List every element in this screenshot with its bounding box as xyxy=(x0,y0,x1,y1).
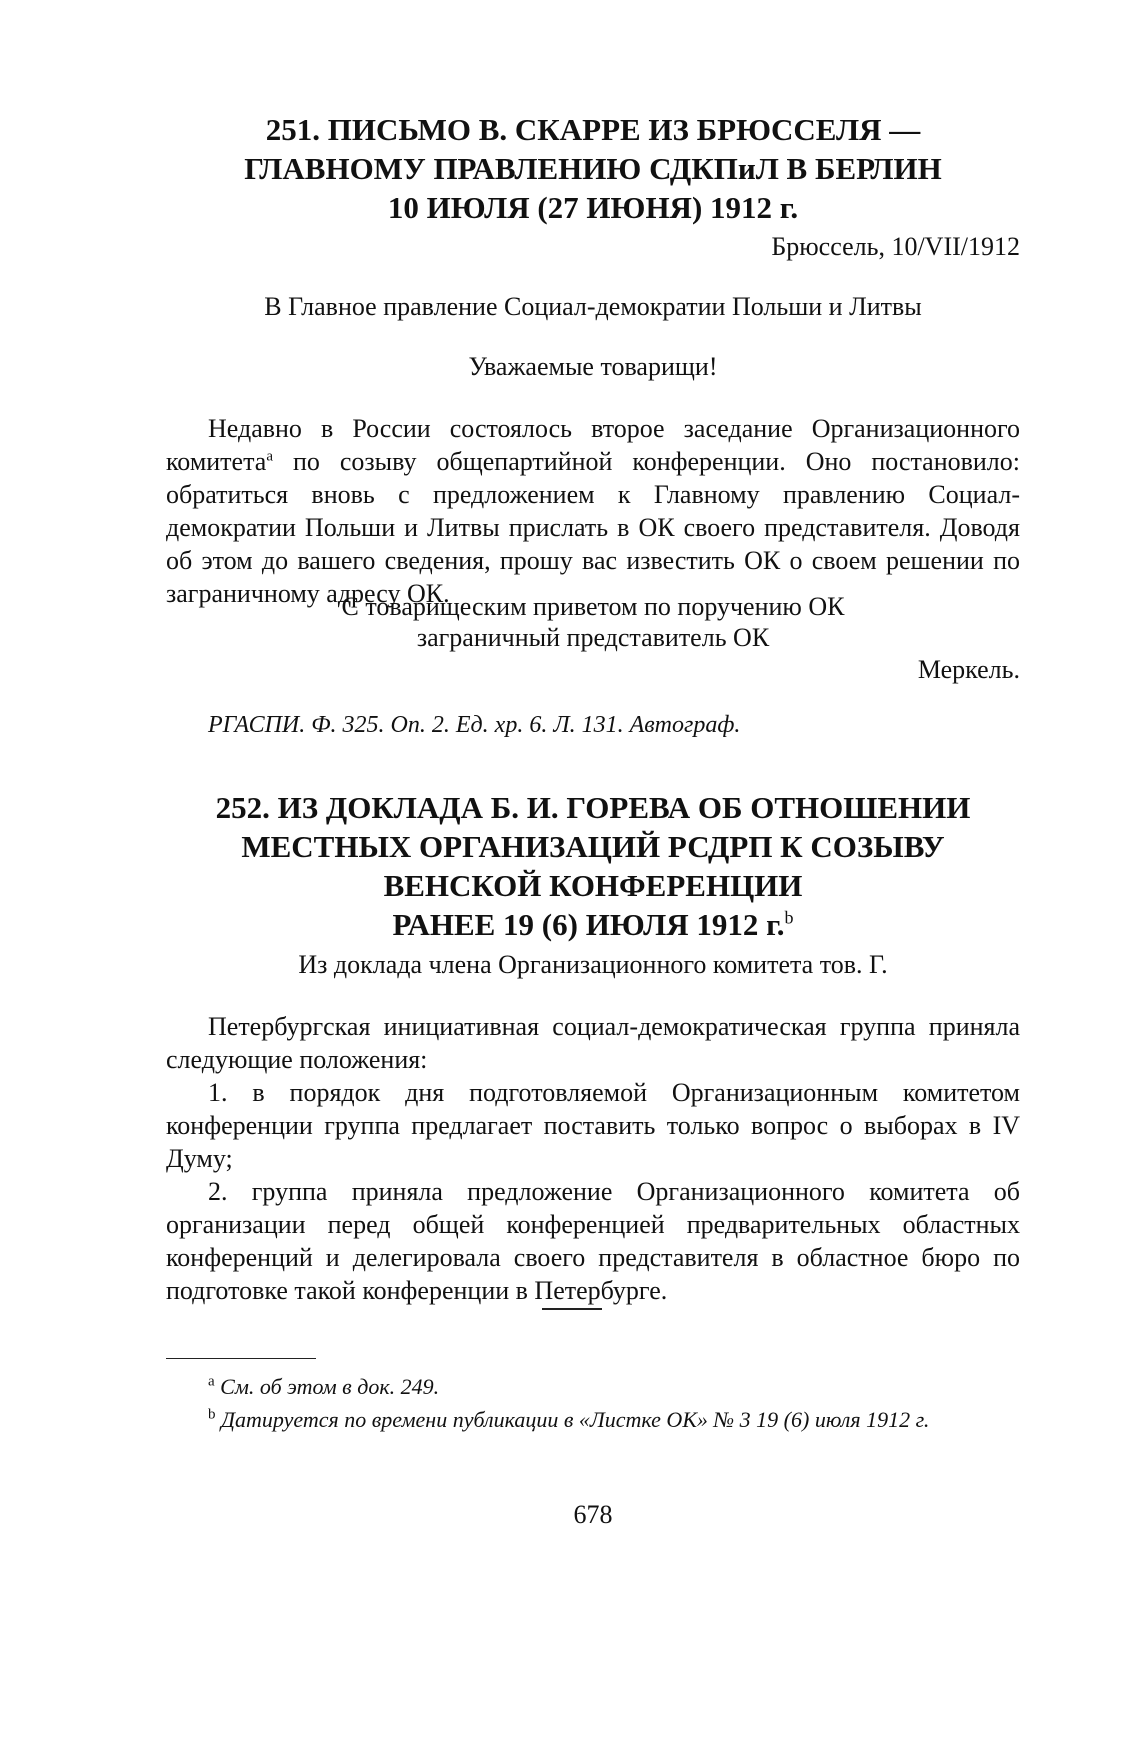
doc251-title xyxy=(166,110,1020,227)
doc251-title-line: 10 ИЮЛЯ (27 ИЮНЯ) 1912 г. xyxy=(387,190,799,225)
doc251-title-line: 251. ПИСЬМО В. СКАРРЕ ИЗ БРЮССЕЛЯ — xyxy=(265,112,921,147)
doc252-paragraph: 2. группа приняла предложение Организационного комитета об организации перед общей конференцией предварительных областных конференций и делегировала своего представителя в областное бюро по подготовке такой конференции в Петербурге. xyxy=(166,1177,1020,1305)
footnote-b xyxy=(166,1405,1020,1434)
doc252-title-line: 252. ИЗ ДОКЛАДА Б. И. ГОРЕВА ОБ ОТНОШЕНИИ xyxy=(215,790,971,825)
addressee: В Главное правление Социал-демократии Польши и Литвы xyxy=(264,292,922,321)
footnote-separator xyxy=(166,1358,316,1359)
footnote-a xyxy=(166,1372,1020,1401)
doc252-title-line: РАНЕЕ 19 (6) ИЮЛЯ 1912 г.$^b$ xyxy=(392,907,794,942)
footnote-mark: a xyxy=(208,1373,215,1390)
greeting: Уважаемые товарищи! xyxy=(468,352,718,381)
doc252-title-line: МЕСТНЫХ ОРГАНИЗАЦИЙ РСДРП К СОЗЫВУ xyxy=(241,829,945,864)
page-number: 678 xyxy=(573,1500,613,1529)
footnote-text: См. об этом в док. 249. xyxy=(220,1374,440,1399)
doc252-paragraph: Петербургская инициативная социал-демократическая группа приняла следующие положения: xyxy=(166,1012,1020,1074)
footnote-ref-b: b xyxy=(784,907,794,928)
archive-source: РГАСПИ. Ф. 325. Оп. 2. Ед. хр. 6. Л. 131. Автограф. xyxy=(208,712,741,738)
doc252-subtitle: Из доклада члена Организационного комитета тов. Г. xyxy=(298,950,888,979)
doc252-title-line: ВЕНСКОЙ КОНФЕРЕНЦИИ xyxy=(383,868,803,903)
footnote-ref-a: a xyxy=(266,448,273,465)
doc251-title-line: ГЛАВНОМУ ПРАВЛЕНИЮ СДКПиЛ В БЕРЛИН xyxy=(244,151,942,186)
closing-line: заграничный представитель ОК xyxy=(416,623,770,652)
doc251-body-rest: по созыву общепартийной конференции. Оно постановило: обратиться вновь с предложением к Главному правлению Социал-демократии Польши и Литвы прислать в ОК своего представителя. Доводя об этом до вашего сведения, прошу вас известить ОК о своем решении по заграничному адресу ОК. xyxy=(166,447,1020,608)
footnote-mark: b xyxy=(208,1406,216,1423)
footnote-text: Датируется по времени публикации в «Листке ОК» № 3 19 (6) июля 1912 г. xyxy=(221,1407,930,1432)
doc252-title xyxy=(166,788,1020,944)
doc251-body-start: Недавно в России состоялось второе заседание Организационного комитета xyxy=(166,414,1020,476)
section-end-rule xyxy=(542,1308,602,1310)
place-date: Брюссель, 10/VII/1912 xyxy=(771,232,1020,261)
closing-line: С товарищеским приветом по поручению ОК xyxy=(341,592,845,621)
doc251-body xyxy=(166,412,1020,610)
signature: Меркель. xyxy=(917,655,1020,684)
doc252-paragraph: 1. в порядок дня подготовляемой Организационным комитетом конференции группа предлагает поставить только вопрос о выборах в IV Думу; xyxy=(166,1078,1020,1173)
